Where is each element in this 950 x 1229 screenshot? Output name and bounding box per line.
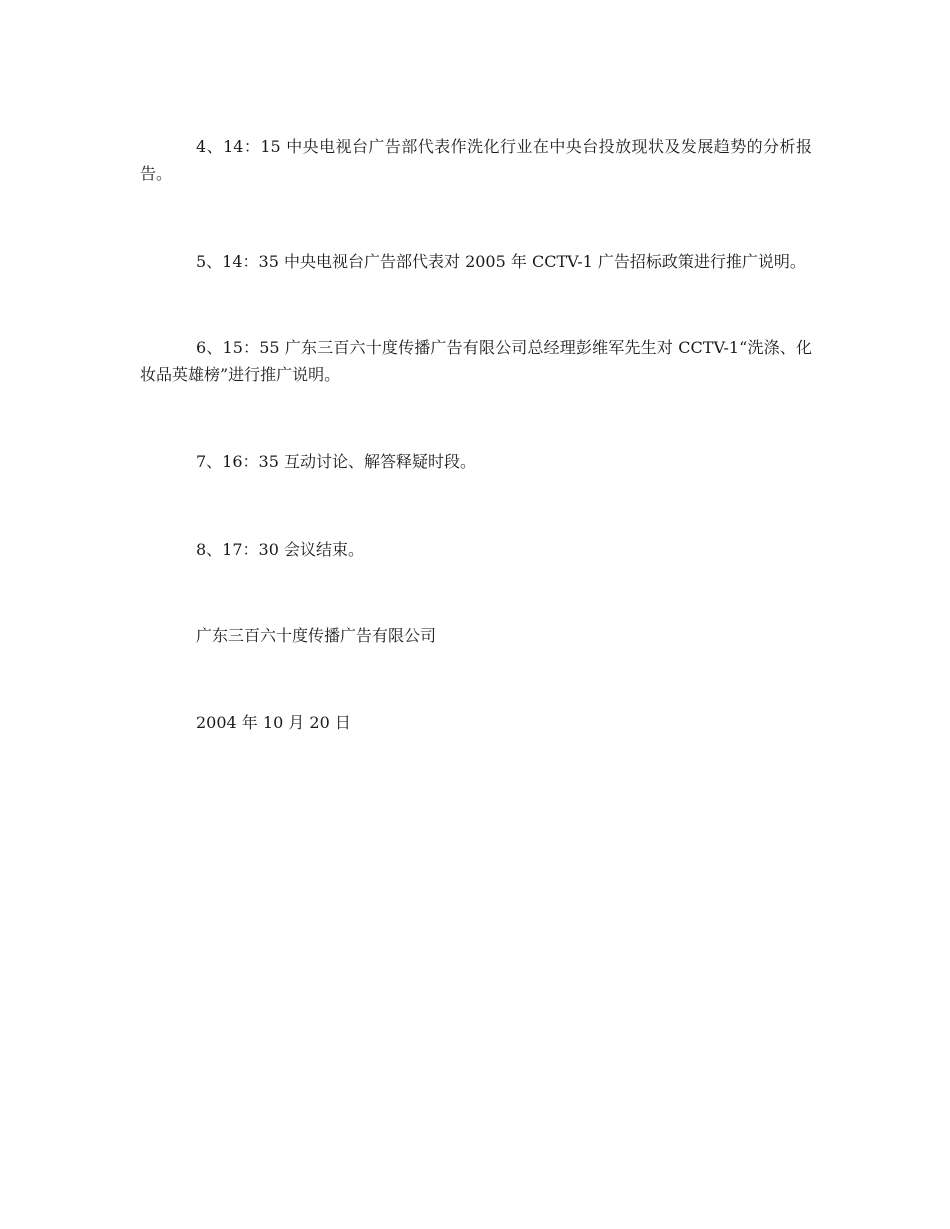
agenda-item-6: 6、15：55 广东三百六十度传播广告有限公司总经理彭维军先生对 CCTV-1“洗涤、化妆品英雄榜”进行推广说明。 xyxy=(140,338,812,384)
document-date: 2004 年 10 月 20 日 xyxy=(196,713,351,732)
agenda-item-8: 8、17：30 会议结束。 xyxy=(196,540,364,559)
agenda-item-7: 7、16：35 互动讨论、解答释疑时段。 xyxy=(196,452,476,471)
agenda-item-4: 4、14：15 中央电视台广告部代表作洗化行业在中央台投放现状及发展趋势的分析报告。 xyxy=(140,137,812,183)
company-name: 广东三百六十度传播广告有限公司 xyxy=(196,626,437,645)
agenda-item-5: 5、14：35 中央电视台广告部代表对 2005 年 CCTV-1 广告招标政策进行推广说明。 xyxy=(196,252,806,271)
